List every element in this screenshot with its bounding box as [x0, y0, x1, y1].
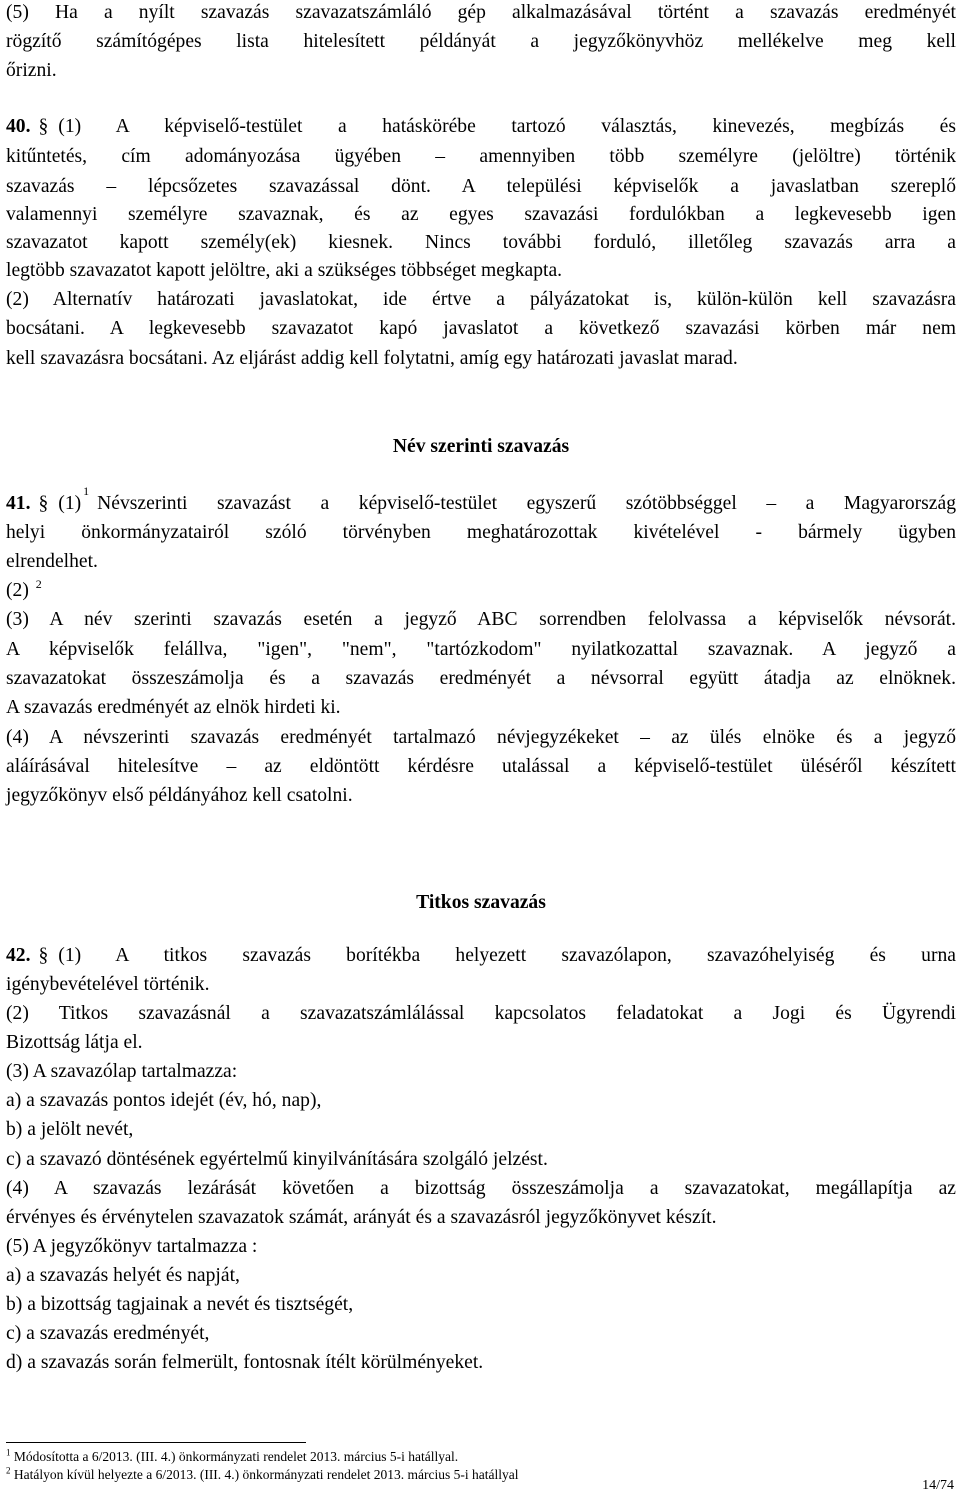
text-line: (5) A jegyzőkönyv tartalmazza :: [6, 1236, 258, 1257]
text-line: szavazatot kapott személy(ek) kiesnek. Nincs további forduló, illetőleg szavazás arra a: [6, 232, 956, 253]
footnote-number: 1: [6, 1447, 11, 1458]
text-line: A képviselők felállva, "igen", "nem", "tartózkodom" nyilatkozattal szavaznak. A jegyző a: [6, 639, 956, 660]
text-line: Bizottság látja el.: [6, 1032, 143, 1053]
text-line: bocsátani. A legkevesebb szavazatot kapó javaslatot a következő szavazási körben már nem: [6, 318, 956, 339]
section-number: 42.: [6, 945, 31, 966]
text-line: (3) A szavazólap tartalmazza:: [6, 1061, 238, 1082]
section-42-first-line: [6, 943, 956, 969]
text-line: a) a szavazás helyét és napját,: [6, 1265, 240, 1286]
text-line: Névszerinti szavazást a képviselő-testület egyszerű szótöbbséggel – a Magyarország: [97, 493, 956, 514]
text-line: a) a szavazás pontos idejét (év, hó, nap),: [6, 1090, 322, 1111]
footnote-text: Módosította a 6/2013. (III. 4.) önkormányzati rendelet 2013. március 5-i hatállyal.: [10, 1449, 459, 1464]
text-line: igénybevételével történik.: [6, 974, 210, 995]
text-line: (1) A képviselő-testület a hatáskörébe tartozó választás, kinevezés, megbízás és: [58, 116, 956, 137]
section-number: 41.: [6, 493, 31, 514]
text-line: elrendelhet.: [6, 551, 98, 572]
text-line: jegyzőkönyv első példányához kell csatolni.: [6, 785, 353, 806]
text-line: b) a bizottság tagjainak a nevét és tisztségét,: [6, 1294, 354, 1315]
section-number: 40.: [6, 116, 31, 137]
text-line: őrizni.: [6, 60, 57, 81]
footnote-text: Hatályon kívül helyezte a 6/2013. (III. 4.) önkormányzati rendelet 2013. március 5-i hatállyal: [10, 1467, 519, 1482]
section-sign: §: [38, 945, 49, 966]
section-sign: §: [38, 493, 49, 514]
section-41-first-line: [6, 484, 956, 517]
footnote: [6, 1467, 518, 1483]
text-line: (4) A névszerinti szavazás eredményét tartalmazó névjegyzékeket – az ülés elnöke és a jegyző: [6, 727, 956, 748]
section-heading: Név szerinti szavazás: [392, 436, 570, 457]
text-line: aláírásával hitelesítve – az eldöntött kérdésre utalással a képviselő-testület üléséről készített: [6, 756, 956, 777]
text-line: [6, 578, 956, 604]
paragraph-marker: (1): [58, 493, 82, 514]
footnote-ref: 2: [35, 577, 42, 592]
text-line: (2) Titkos szavazásnál a szavazatszámlálással kapcsolatos feladatokat a Jogi és Ügyrendi: [6, 1003, 956, 1024]
text-line: (2) Alternatív határozati javaslatokat, ide értve a pályázatokat is, külön-külön kell szavazásra: [6, 289, 956, 310]
text-line: b) a jelölt nevét,: [6, 1119, 134, 1140]
footnote: [6, 1449, 458, 1465]
text-line: d) a szavazás során felmerült, fontosnak ítélt körülményeket.: [6, 1352, 484, 1373]
text-line: (1) A titkos szavazás borítékba helyezett szavazólapon, szavazóhelyiség és urna: [58, 945, 956, 966]
section-sign: §: [38, 116, 49, 137]
text-line: helyi önkormányzatairól szóló törvényben meghatározottak kivételével - bármely ügyben: [6, 522, 956, 543]
footnote-number: 2: [6, 1465, 11, 1476]
text-line: érvényes és érvénytelen szavazatok számát, arányát és a szavazásról jegyzőkönyvet készít.: [6, 1207, 717, 1228]
text-line: c) a szavazó döntésének egyértelmű kinyilvánítására szolgáló jelzést.: [6, 1149, 548, 1170]
footnote-separator: [6, 1442, 306, 1443]
text-line: (5) Ha a nyílt szavazás szavazatszámláló gép alkalmazásával történt a szavazás eredményét: [6, 2, 956, 23]
text-line: valamennyi személyre szavaznak, és az egyes szavazási fordulókban a legkevesebb igen: [6, 204, 956, 225]
text-line: rögzítő számítógépes lista hitelesített példányát a jegyzőkönyvhöz mellékelve meg kell: [6, 31, 956, 52]
text-line: (3) A név szerinti szavazás esetén a jegyző ABC sorrendben felolvassa a képviselők névsorát.: [6, 609, 956, 630]
section-40-first-line: [6, 114, 956, 140]
text-line: A szavazás eredményét az elnök hirdeti ki.: [6, 697, 341, 718]
paragraph-marker: (2): [6, 580, 29, 601]
text-line: szavazás – lépcsőzetes szavazással dönt. A települési képviselők a javaslatban szereplő: [6, 176, 956, 197]
text-line: (4) A szavazás lezárását követően a bizottság összeszámolja a szavazatokat, megállapítja az: [6, 1178, 956, 1199]
text-line: kell szavazásra bocsátani. Az eljárást addig kell folytatni, amíg egy határozati javaslat marad.: [6, 348, 738, 369]
text-line: szavazatokat összeszámolja és a szavazás eredményét a névsorral együtt átadja az elnöknek.: [6, 668, 956, 689]
footnote-ref: 1: [83, 484, 90, 498]
text-line: kitűntetés, cím adományozása ügyében – amennyiben több személyre (jelöltre) történik: [6, 146, 956, 167]
page-number: 14/74: [922, 1478, 954, 1493]
text-line: c) a szavazás eredményét,: [6, 1323, 210, 1344]
text-line: legtöbb szavazatot kapott jelöltre, aki a szükséges többséget megkapta.: [6, 260, 563, 281]
section-heading: Titkos szavazás: [416, 892, 546, 913]
